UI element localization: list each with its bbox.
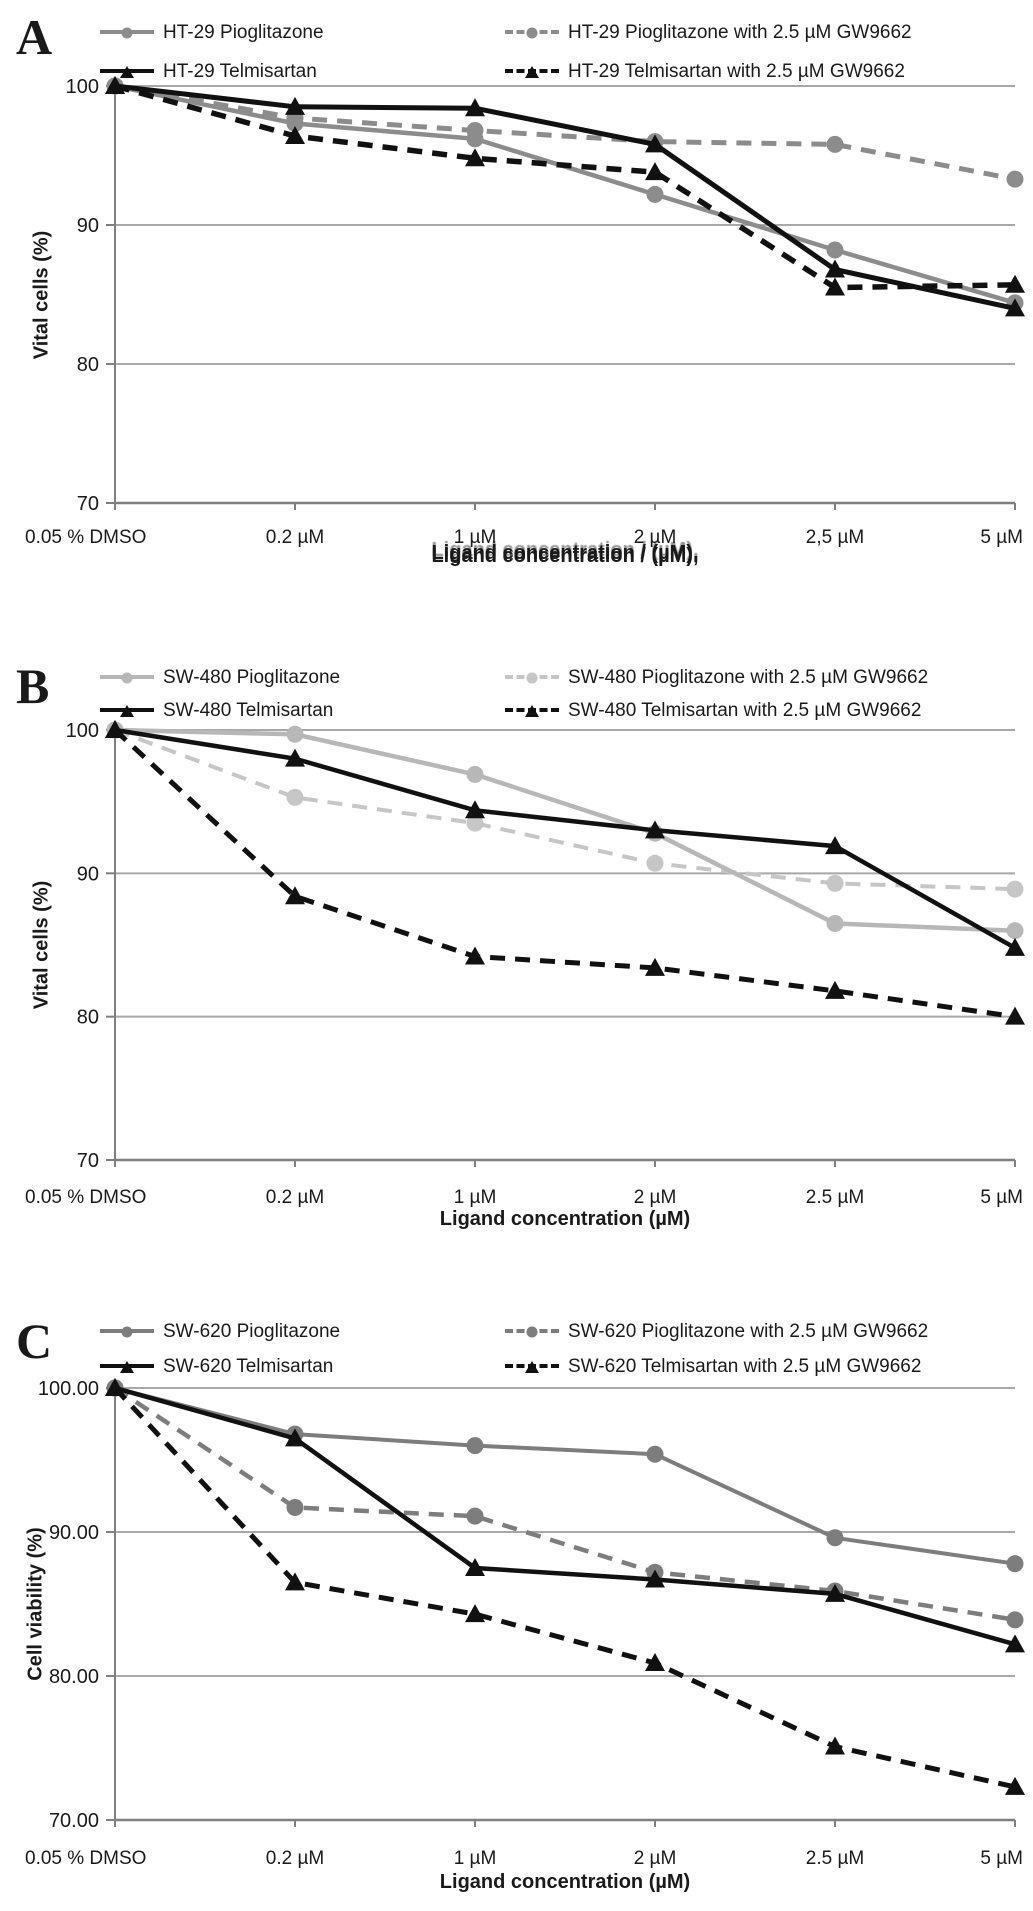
data-point-circle [827,242,844,259]
y-tick-label: 90.00 [48,1522,99,1544]
triangle-marker-icon [120,1361,134,1373]
series-line-3 [115,1388,1015,1644]
circle-marker-icon [122,1327,133,1338]
x-tick-label: 1 µM [453,1187,497,1208]
y-tick-label: 90 [76,215,99,237]
legend-label: SW-620 Telmisartan with 2.5 µM GW9662 [568,1356,922,1377]
legend-label: HT-29 Telmisartan with 2.5 µM GW9662 [568,61,905,82]
series-line-4 [115,1388,1015,1787]
series-line-3 [115,86,1015,308]
y-tick-label: 100 [65,720,99,742]
circle-marker-icon [122,28,133,39]
y-tick-label: 100 [65,76,99,98]
x-axis-title: Ligand concentration / (µM), [431,545,699,567]
panel-b [0,637,1033,1274]
data-point-circle [1007,922,1024,939]
panel-a [0,0,1033,637]
legend-item [100,666,340,690]
x-tick-label: 0.2 µM [265,527,325,548]
y-tick-label: 70 [76,1150,99,1172]
series-line-1 [115,730,1015,931]
data-point-circle [1007,881,1024,898]
data-point-triangle [1005,1007,1025,1025]
data-point-circle [1007,1555,1024,1572]
series-line-2 [115,730,1015,889]
legend-item [505,1355,921,1379]
circle-marker-icon [122,673,133,684]
x-tick-label: 1 µM [453,527,497,548]
legend-marker-line [100,60,154,84]
legend-item [505,21,912,45]
legend-marker-line [505,21,559,45]
x-tick-label: 2,5 µM [805,527,865,548]
series-line-3 [115,730,1015,948]
data-point-circle [647,855,664,872]
legend-item [100,699,333,723]
data-point-circle [827,1529,844,1546]
x-tick-label: 0.05 % DMSO [25,527,147,548]
data-point-triangle [465,1604,485,1622]
legend-label: SW-480 Pioglitazone [163,667,341,688]
y-tick-label: 70 [76,493,99,515]
panel-c-letter: C [16,1313,53,1369]
y-tick-label: 80.00 [48,1666,99,1688]
x-tick-label: 0.05 % DMSO [25,1187,147,1208]
x-tick-label: 5 µM [980,1848,1023,1869]
legend-item [505,699,921,723]
x-tick-label: 2 µM [633,527,677,548]
y-axis-title: Vital cells (%) [30,880,53,1010]
x-axis-title: Ligand concentration (µM) [439,1208,691,1230]
legend-item [505,60,905,84]
legend-label: HT-29 Pioglitazone with 2.5 µM GW9662 [568,22,912,43]
triangle-marker-icon [120,66,134,78]
legend-label: SW-480 Telmisartan with 2.5 µM GW9662 [568,700,922,721]
triangle-marker-icon [525,1361,539,1373]
legend-label: HT-29 Pioglitazone [163,22,324,43]
legend-marker-line [505,1355,559,1379]
circle-marker-icon [527,1327,538,1338]
data-point-circle [287,1499,304,1516]
panel-b-letter: B [16,658,50,714]
legend-marker-line [100,1320,154,1344]
data-point-circle [467,1508,484,1525]
legend-label: SW-480 Pioglitazone with 2.5 µM GW9662 [568,667,929,688]
y-tick-label: 100.00 [37,1378,99,1400]
y-axis-title: Cell viability (%) [24,1527,47,1681]
x-tick-label: 5 µM [980,1187,1023,1208]
data-point-circle [827,915,844,932]
legend-item [505,1320,928,1344]
x-tick-label: 2.5 µM [805,1848,865,1869]
y-tick-label: 80 [76,354,99,376]
panel-a-letter: A [16,9,53,65]
legend-label: SW-620 Pioglitazone [163,1321,341,1342]
x-tick-label: 2.5 µM [805,1187,865,1208]
data-point-circle [827,136,844,153]
legend-marker-line [100,666,154,690]
data-point-triangle [1005,938,1025,956]
legend-marker-line [505,666,559,690]
data-point-triangle [645,162,665,180]
x-tick-label: 0.2 µM [265,1848,325,1869]
circle-marker-icon [527,673,538,684]
data-point-circle [467,766,484,783]
legend-marker-line [100,699,154,723]
data-point-circle [647,1446,664,1463]
y-tick-label: 80 [76,1006,99,1029]
legend-item [100,21,324,45]
legend-label: HT-29 Telmisartan [163,61,317,82]
data-point-circle [647,186,664,203]
x-tick-label: 5 µM [980,527,1023,548]
x-tick-label: 2 µM [633,1187,677,1208]
legend-item [100,1320,340,1344]
data-point-circle [287,726,304,743]
x-tick-label: 0.2 µM [265,1187,325,1208]
legend-label: SW-620 Telmisartan [163,1356,334,1377]
panel-b-chart [0,637,1033,1274]
data-point-circle [1007,1611,1024,1628]
legend-item [505,666,928,690]
data-point-circle [467,130,484,147]
legend-marker-line [505,1320,559,1344]
legend-marker-line [505,699,559,723]
y-tick-label: 90 [76,863,99,886]
legend-label: SW-620 Pioglitazone with 2.5 µM GW9662 [568,1321,929,1342]
circle-marker-icon [527,28,538,39]
data-point-circle [287,789,304,806]
x-axis-title: Ligand concentration (µM) [439,1871,691,1893]
legend-item [100,60,317,84]
legend-marker-line [100,21,154,45]
panel-a-chart [0,0,1033,637]
legend-marker-line [505,60,559,84]
series-line-1 [115,86,1015,303]
panel-c [0,1274,1033,1911]
legend-label: SW-480 Telmisartan [163,700,334,721]
x-tick-label: 2 µM [633,1848,677,1869]
y-axis-title: Vital cells (%) [30,230,53,360]
x-tick-label: 1 µM [453,1848,497,1869]
triangle-marker-icon [120,705,134,717]
legend-item [100,1355,333,1379]
legend-marker-line [100,1355,154,1379]
triangle-marker-icon [525,66,539,78]
data-point-circle [827,875,844,892]
data-point-circle [1007,171,1024,188]
data-point-circle [467,1437,484,1454]
triangle-marker-icon [525,705,539,717]
y-tick-label: 70.00 [48,1810,99,1832]
x-tick-label: 0.05 % DMSO [25,1848,147,1869]
